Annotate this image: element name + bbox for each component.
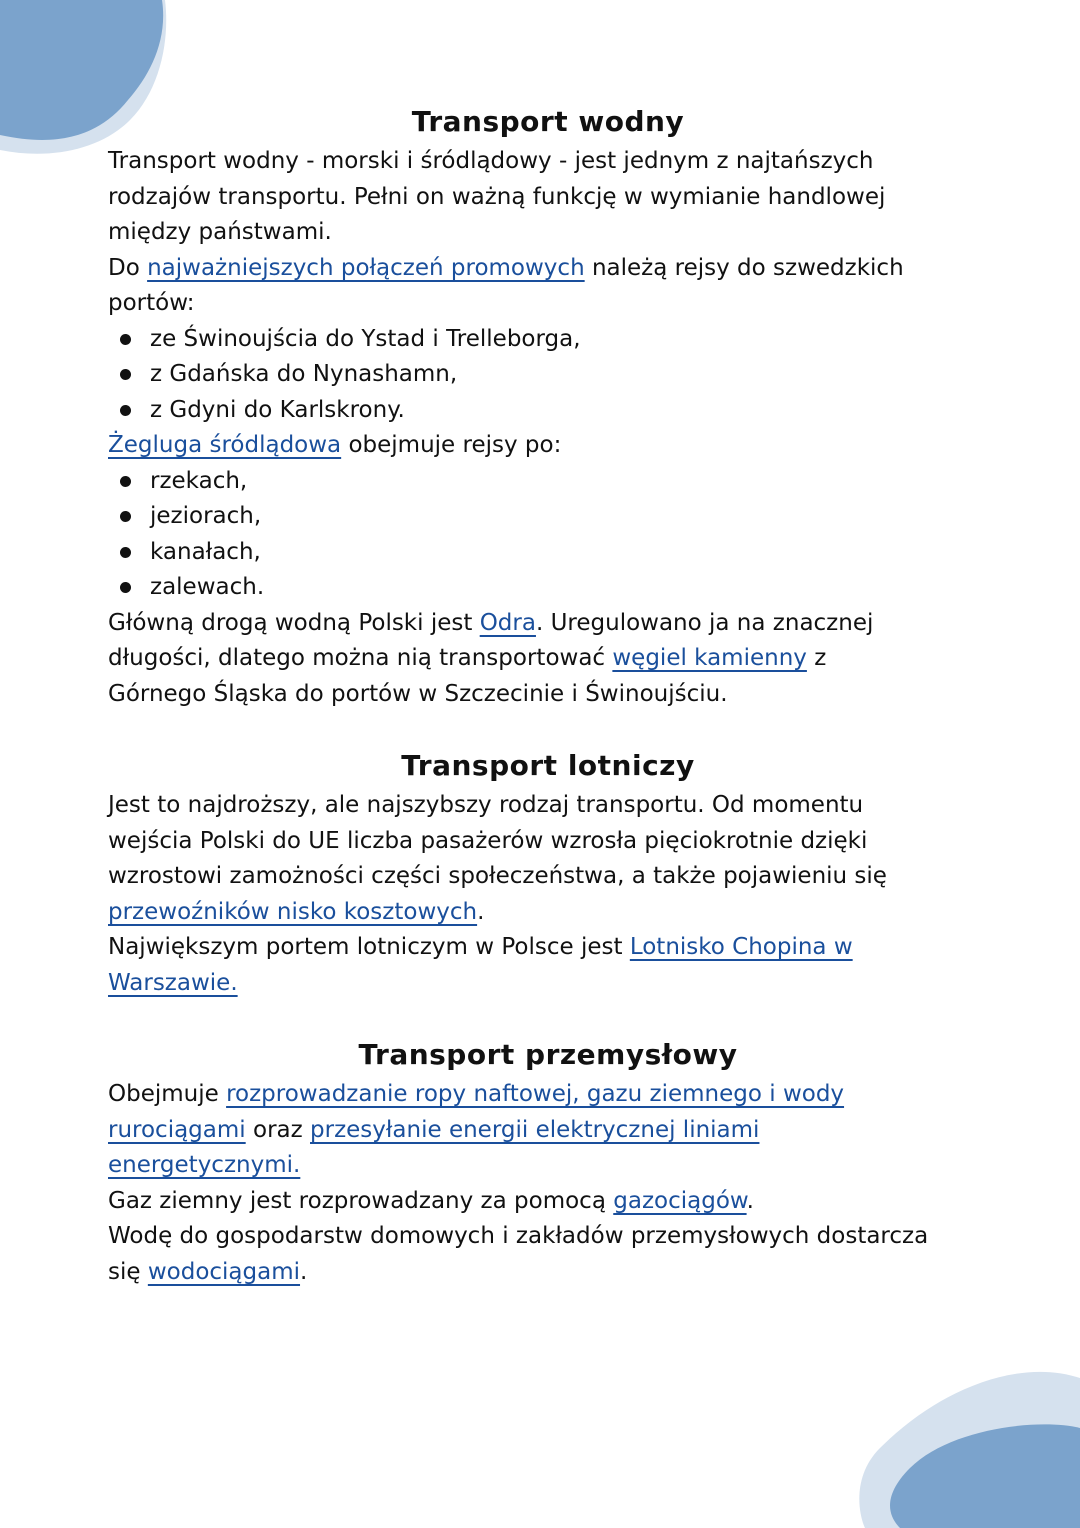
text: z Gdyni do Karlskrony. [150, 396, 405, 423]
text-line [108, 606, 988, 642]
text-line [108, 1148, 988, 1184]
text-line [108, 859, 988, 895]
text: jeziorach, [150, 503, 262, 529]
text: wejścia Polski do UE liczba pasażerów wzrosła pięciokrotnie dzięki [108, 827, 868, 854]
text-line [108, 930, 988, 966]
highlighted-link[interactable]: najważniejszych połączeń promowych [147, 254, 585, 281]
text: Transport wodny - morski i śródlądowy - jest jednym z najtańszych [108, 148, 874, 174]
text-line [108, 1255, 988, 1291]
text: . Uregulowano ja na znacznej [535, 609, 874, 636]
text: portów: [108, 290, 195, 316]
text-line [108, 180, 988, 216]
text: Największym portem lotniczym w Polsce jest [108, 934, 630, 960]
text: Górnego Śląska do portów w Szczecinie i Świnoujściu. [108, 680, 728, 707]
highlighted-link[interactable]: Odra [479, 609, 536, 636]
text-line [108, 215, 988, 251]
text: rodzajów transportu. Pełni on ważną funkcję w wymianie handlowej [108, 183, 886, 210]
text: kanałach, [150, 538, 261, 565]
text-line [108, 428, 988, 464]
text: Jest to najdroższy, ale najszybszy rodzaj transportu. Od momentu [108, 792, 864, 818]
decorative-blob-bottom-right [820, 1368, 1080, 1528]
highlighted-link[interactable]: energetycznymi. [108, 1152, 301, 1178]
text-line [108, 677, 988, 713]
notes-document [108, 100, 988, 1322]
highlighted-link[interactable]: węgiel kamienny [612, 645, 807, 671]
text: wzrostowi zamożności części społeczeństwa, a także pojawieniu się [108, 863, 887, 889]
text-line [108, 641, 988, 677]
text: należą rejsy do szwedzkich [584, 254, 904, 281]
text: Główną drogą wodną Polski jest [108, 609, 480, 636]
text: Do [108, 254, 148, 281]
text-line [108, 966, 988, 1002]
highlighted-link[interactable]: rurociągami [108, 1116, 246, 1143]
text: rzekach, [150, 467, 248, 494]
text-line [108, 144, 988, 180]
text: . [477, 898, 485, 925]
bullet-item [108, 322, 988, 358]
text: zalewach. [150, 574, 265, 600]
text: . [300, 1258, 308, 1285]
section-heading: Transport lotniczy [401, 749, 695, 782]
text-line [108, 251, 988, 287]
bullet-item [108, 357, 988, 393]
text: . [746, 1187, 754, 1214]
text: z Gdańska do Nynashamn, [150, 361, 458, 387]
text: z [806, 645, 827, 671]
text-line [108, 895, 988, 931]
text-line [108, 788, 988, 824]
highlighted-link[interactable]: Lotnisko Chopina w [629, 934, 853, 960]
text-line [108, 1077, 988, 1113]
bullet-item [108, 393, 988, 429]
text: się [108, 1258, 148, 1285]
text-line [108, 824, 988, 860]
text: obejmuje rejsy po: [341, 432, 562, 458]
bullet-item [108, 499, 988, 535]
text-line [108, 1184, 988, 1220]
bullet-item [108, 570, 988, 606]
text: ze Świnoujścia do Ystad i Trelleborga, [150, 325, 581, 352]
text: Gaz ziemny jest rozprowadzany za pomocą [108, 1187, 614, 1214]
text: oraz [245, 1116, 311, 1143]
highlighted-link[interactable]: Warszawie. [108, 969, 238, 996]
bullet-item [108, 464, 988, 500]
text: Obejmuje [108, 1081, 227, 1107]
highlighted-link[interactable]: gazociągów [613, 1187, 747, 1214]
section-heading: Transport wodny [411, 105, 685, 138]
section [108, 1033, 988, 1290]
text: między państwami. [108, 219, 332, 245]
section [108, 100, 988, 712]
text: Wodę do gospodarstw domowych i zakładów przemysłowych dostarcza [108, 1223, 929, 1249]
bullet-item [108, 535, 988, 571]
highlighted-link[interactable]: przewoźników nisko kosztowych [108, 898, 478, 925]
text: długości, dlatego można nią transportować [108, 645, 613, 671]
highlighted-link[interactable]: Żegluga śródlądowa [108, 432, 342, 458]
highlighted-link[interactable]: wodociągami [147, 1258, 301, 1285]
highlighted-link[interactable]: rozprowadzanie ropy naftowej, gazu ziemnego i wody [226, 1081, 845, 1107]
text-line [108, 286, 988, 322]
text-line [108, 1113, 988, 1149]
highlighted-link[interactable]: przesyłanie energii elektrycznej liniami [310, 1116, 760, 1143]
section [108, 744, 988, 1001]
section-heading: Transport przemysłowy [358, 1038, 738, 1071]
text-line [108, 1219, 988, 1255]
